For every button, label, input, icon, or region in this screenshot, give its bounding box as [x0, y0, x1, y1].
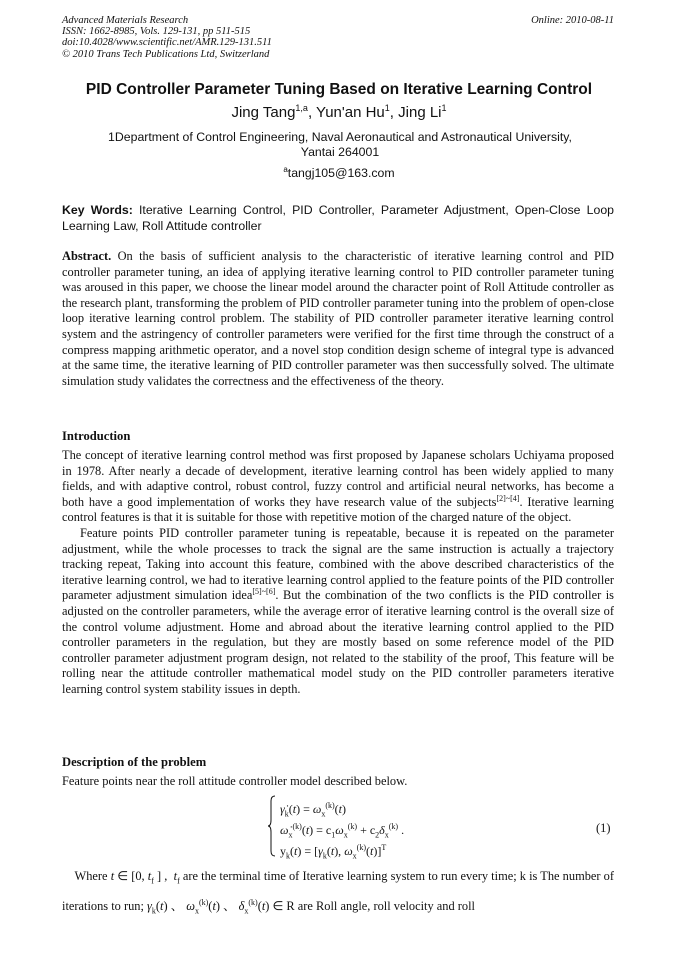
journal-copyright: © 2010 Trans Tech Publications Ltd, Switzerland — [62, 48, 270, 60]
author-separator: , — [307, 104, 317, 121]
description-where: Where t ∈ [0, $t_f$ ] , $t_f$ are the terminal time of Iterative learning system to run every time; k is The number of iterations to run; $\gamma_k(t)$ 、 $\omega_x^{(k)}(t)$ 、 $\delta_x^{(k)}(t)$ ∈ R are Roll angle, roll velocity and roll — [62, 869, 614, 917]
email-mark: a — [283, 165, 288, 174]
affiliation — [80, 130, 600, 160]
journal-name: Advanced Materials Research — [62, 15, 189, 26]
keywords — [62, 203, 614, 234]
where-text: are the terminal time of Iterative learning system to run every time; k is The number of iterations to run; — [62, 869, 614, 914]
equation-brace — [268, 795, 276, 857]
keywords-label: Key Words: — [62, 203, 133, 217]
affiliation-line: 1Department of Control Engineering, Naval Aeronautical and Astronautical University, — [108, 130, 572, 144]
author-email — [0, 165, 678, 180]
online-date: Online: 2010-08-11 — [531, 15, 614, 26]
paragraph-text: . But the combination of the two conflicts is the PID controller is adjusted on the controller parameters, while the average error of iterative learning control is the overall size of the control volume adjustment. Home and abroad about the iterative learning control applied to the PID controller parameters in the regulation, but they are mostly based on some reference model of the PID controller parameter adjustment program design, not related to the stability of the proof, This feature will be rolling near the attitude controller mathematical model study on the PID controller parameters iterative learning control system stability issues in depth. — [62, 588, 614, 696]
equation-number: (1) — [596, 821, 611, 835]
author-mark: 1,a — [295, 103, 308, 113]
email-address: tangj105@163.com — [287, 166, 395, 181]
equation-lines — [280, 795, 405, 861]
journal-header — [62, 15, 272, 60]
where-text: are Roll angle, roll velocity and roll — [297, 899, 475, 914]
journal-doi: doi:10.4028/www.scientific.net/AMR.129-131.511 — [62, 37, 272, 49]
author-list — [0, 103, 678, 121]
author-name: Yun'an Hu — [316, 104, 385, 121]
abstract-text: On the basis of sufficient analysis to the characteristic of iterative learning control and PID controller parameter tuning, an idea of applying iterative learning control to PID controller parameter tuning was aroused in this paper, we choose the linear model around the character point of Roll Attitude controller as the research plant, transforming the problem of PID controller parameter tuning into the problem of open-close loop iterative learning control problem. The stability of PID controller parameter iterative learning control system and the astringency of controller parameters were verified for the first time through the construct of a compress mapping arithmetic operator, and a novel stop condition design scheme of integral type is advanced at the same time, the iterative learning of PID controller parameter was then successfully solved. The ultimate simulation study validates the correctness and the effectiveness of the theory. — [62, 249, 614, 388]
introduction-body — [62, 448, 614, 698]
paragraph-text: . Iterative learning control features is that it is suitable for those with repetitive motion of the charged nature of the object. — [62, 494, 615, 525]
description-intro: Feature points near the roll attitude controller model described below. — [62, 774, 408, 788]
citation: [2]~[4] — [496, 493, 520, 503]
where-text: Where — [74, 869, 108, 883]
abstract — [62, 249, 614, 389]
section-heading-introduction: Introduction — [62, 429, 131, 443]
author-mark: 1 — [441, 103, 447, 113]
paragraph — [62, 526, 614, 698]
equation-line: $\omegȧ_x^{(k)}(t) = c_1\omega_x^{(k)} + c_2\delta_x^{(k)}$ . — [280, 822, 405, 840]
journal-issn: ISSN: 1662-8985, Vols. 129-131, pp 511-515 — [62, 26, 251, 38]
paper-title: PID Controller Parameter Tuning Based on Iterative Learning Control — [85, 81, 593, 98]
author-name: Jing Li — [398, 104, 442, 121]
citation: [5]~[6] — [252, 587, 276, 597]
author-separator: , — [389, 104, 399, 121]
author-mark: 1 — [384, 103, 390, 113]
affiliation-line: Yantai 264001 — [300, 145, 380, 159]
equation-line: $\gammȧ_k(t) = \omega_x^{(k)}(t)$ — [280, 801, 346, 819]
paragraph-text: The concept of iterative learning control method was first proposed by Japanese scholars Uchiyama proposed in 1978. After nearly a decade of development, iterative learning control has been widely applied to many fields, and with adaptive control, robust control, fuzzy control and artificial neural networks, has become a both have a good implementation of works they have research value of the subjects — [62, 448, 614, 509]
section-heading-description: Description of the problem — [62, 755, 207, 769]
author-name: Jing Tang — [231, 104, 296, 121]
keywords-text: Iterative Learning Control, PID Controller, Parameter Adjustment, Open-Close Loop Learning Law, Roll Attitude controller — [62, 203, 615, 233]
paragraph — [62, 448, 614, 526]
equation-line: $y_k(t) = [\gamma_k(t)$, $\omega_x^{(k)}(t)]^T$ — [280, 843, 387, 861]
abstract-label: Abstract. — [62, 249, 112, 263]
paragraph-text: Feature points PID controller parameter tuning is repeatable, because it is repeated on the parameter adjustment, while the whole processes to track the signal are the same instruction is actually a trajectory tracking repeat, Taking into account this feature, combined with the above described characteristics of the iterative learning control, we had to iterative learning control applied to the feature points of the PID controller parameter adjustment simulation idea — [62, 525, 614, 603]
